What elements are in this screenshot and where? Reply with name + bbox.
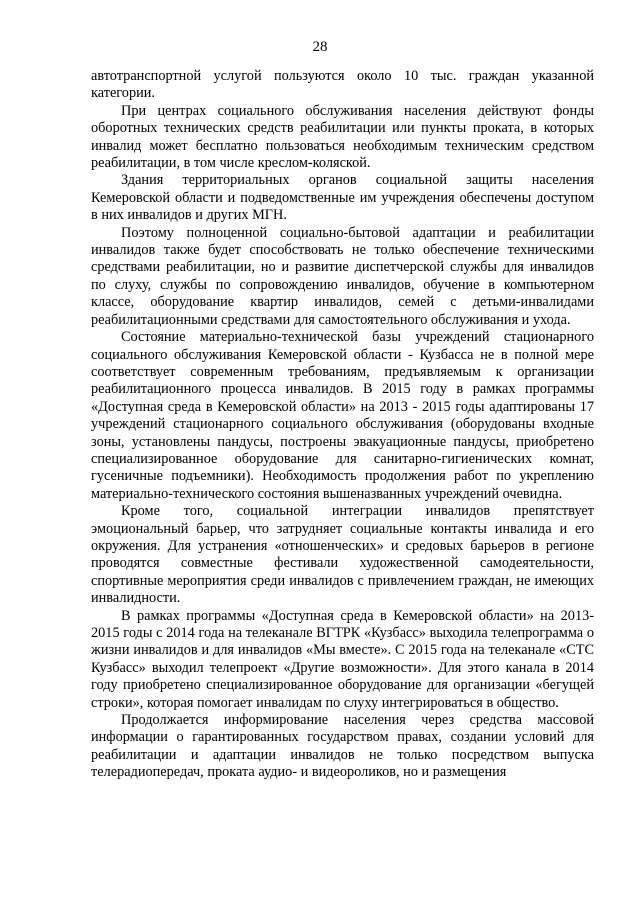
page-number: 28	[312, 39, 328, 55]
paragraph-7: В рамках программы «Доступная среда в Кемеровской области» на 2013-2015 годы с 2014 года на телеканале ВГТРК «Кузбасс» выходила телепрограмма о жизни инвалидов и для инвалидов «Мы вместе». С 2015 года на телеканале «СТС Кузбасс» выходил телепроект «Другие возможности». Для этого канала в 2014 году приобретено специализированное оборудование для организации «бегущей строки», которая помогает инвалидам по слуху интегрироваться в общество.	[91, 607, 594, 711]
paragraph-3: Здания территориальных органов социальной защиты населения Кемеровской области и подведомственные им учреждения обеспечены доступом в них инвалидов и других МГН.	[91, 172, 594, 224]
paragraph-5: Состояние материально-технической базы учреждений стационарного социального обслуживания Кемеровской области - Кузбасса не в полной мере соответствует современным требованиям, предъявляемым к организации реабилитационного процесса инвалидов. В 2015 году в рамках программы «Доступная среда в Кемеровской области» на 2013 - 2015 годы адаптированы 17 учреждений стационарного социального обслуживания (оборудованы входные зоны, установлены пандусы, построены эвакуационные пандусы, приобретено специализированное оборудование для санитарно-гигиенических комнат, гусеничные подъемники). Необходимость продолжения работ по укреплению материально-технического состояния вышеназванных учреждений очевидна.	[91, 329, 594, 502]
paragraph-4: Поэтому полноценной социально-бытовой адаптации и реабилитации инвалидов также будет способствовать не только обеспечение техническими средствами реабилитации, но и развитие диспетчерской службы для инвалидов по слуху, службы по сопровождению инвалидов, обучение в компьютерном классе, оборудование квартир инвалидов, семей с детьми-инвалидами реабилитационными средствами для самостоятельного обслуживания и ухода.	[91, 224, 594, 328]
paragraph-6: Кроме того, социальной интеграции инвалидов препятствует эмоциональный барьер, что затрудняет социальные контакты инвалида и его окружения. Для устранения «отношенческих» и средовых барьеров в регионе проводятся совместные фестивали художественной самодеятельности, спортивные мероприятия среди инвалидов с привлечением граждан, не имеющих инвалидности.	[91, 503, 594, 607]
paragraph-2: При центрах социального обслуживания населения действуют фонды оборотных технических средств реабилитации или пункты проката, в которых инвалид может бесплатно пользоваться необходимым техническим средством реабилитации, в том числе креслом-коляской.	[91, 102, 594, 172]
body-text	[91, 68, 594, 782]
paragraph-1: автотранспортной услугой пользуются около 10 тыс. граждан указанной категории.	[91, 68, 594, 102]
paragraph-8: Продолжается информирование населения через средства массовой информации о гарантированных государством правах, создании условий для реабилитации и адаптации инвалидов не только посредством выпуска телерадиопередач, проката аудио- и видеороликов, но и размещения	[91, 712, 594, 781]
